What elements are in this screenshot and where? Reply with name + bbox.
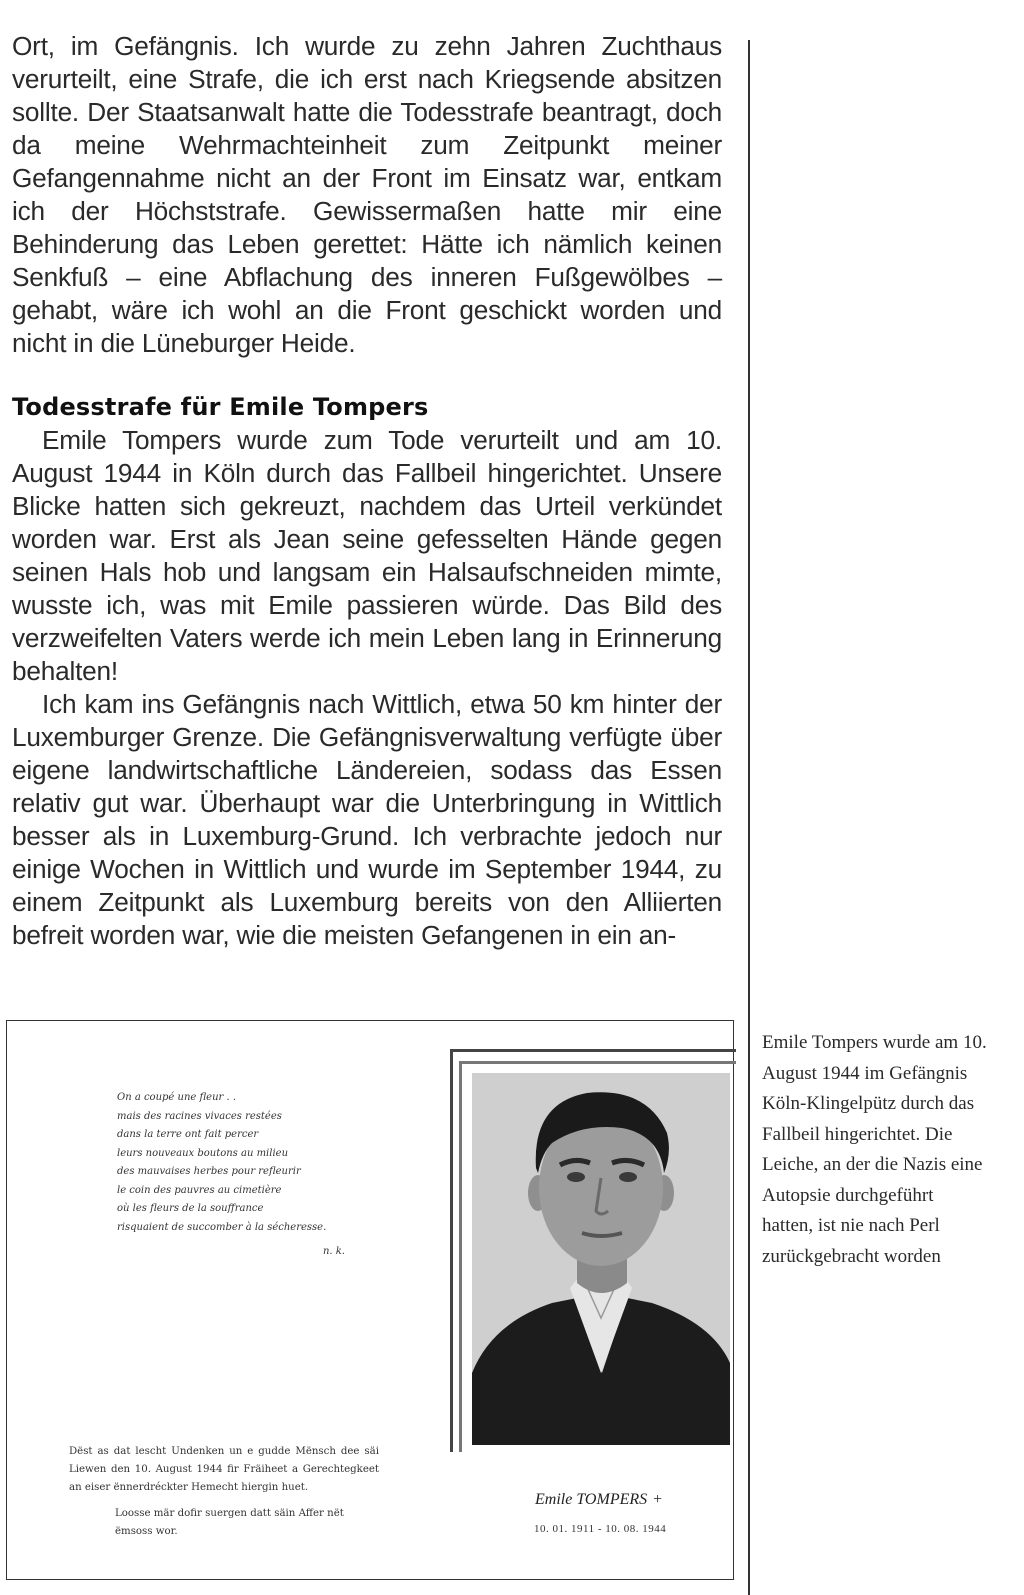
poem-line: le coin des pauvres au cimetière [117, 1184, 282, 1196]
memorial-card [6, 1020, 734, 1580]
poem-line: leurs nouveaux boutons au milieu [117, 1147, 289, 1159]
body-paragraph-3: Ich kam ins Gefängnis nach Wittlich, etwa 50 km hinter der Luxemburger Grenze. Die Gefängnisverwaltung verfügte über eigene landwirtschaftliche Ländereien, sodass das Essen relativ gut war. Überhaupt war die Unterbringung in Wittlich besser als in Luxemburg-Grund. Ich verbrachte jedoch nur einige Wochen in Wittlich und wurde im September 1944, zu einem Zeitpunkt als Luxemburg bereits von den Alliierten befreit worden war, wie die meisten Gefangenen in ein an- [12, 689, 722, 950]
body-paragraph-2: Emile Tompers wurde zum Tode verurteilt und am 10. August 1944 in Köln durch das Fallbeil hingerichtet. Unsere Blicke hatten sich gekreuzt, nachdem das Urteil verkündet worden war. Erst als Jean seine gefesselten Hände gegen seinen Hals hob und langsam ein Halsaufschneiden mimte, wusste ich, was mit Emile passieren würde. Das Bild des verzweifelten Vaters werde ich mein Leben lang in Erinnerung behalten! [12, 425, 722, 686]
life-dates: 10. 01. 1911 - 10. 08. 1944 [534, 1523, 667, 1535]
memorial-text-2: Loosse mär dofir suergen datt säin Affer nët ëmsoss wor. [115, 1508, 344, 1537]
poem-line: des mauvaises herbes pour refleurir [117, 1166, 301, 1177]
cross-icon: + [653, 1491, 663, 1508]
photo-caption: Emile Tompers wurde am 10. August 1944 im Gefängnis Köln-Klingelpütz durch das Fallbeil hingerichtet. Die Leiche, an der die Nazis eine Autopsie durchgeführt hatten, ist nie nach Perl zurückgebracht worden [762, 1032, 987, 1267]
memorial-text [69, 1443, 379, 1541]
body-paragraph-1: Ort, im Gefängnis. Ich wurde zu zehn Jahren Zuchthaus verurteilt, eine Strafe, die ich erst nach Kriegsende absitzen sollte. Der Staatsanwalt hatte die Todesstrafe beantragt, doch da meine Wehrmachteinheit zum Zeitpunkt meiner Gefangennahme nicht an der Front im Einsatz war, entkam ich der Höchststrafe. Gewissermaßen hatte mir eine Behinderung das Leben gerettet: Hätte ich nämlich keinen Senkfuß – eine Abflachung des inneren Fußgewölbes – gehabt, wäre ich wohl an die Front geschickt worden und nicht in die Lüneburger Heide. [12, 31, 722, 358]
deceased-name [535, 1491, 662, 1509]
deceased-name-text: Emile TOMPERS [535, 1491, 648, 1508]
portrait-photo [472, 1073, 730, 1445]
column-divider [748, 40, 750, 1595]
section-heading: Todesstrafe für Emile Tompers [12, 393, 429, 421]
poem-signature: n. k. [322, 1246, 345, 1257]
memorial-text-1: Dëst as dat lescht Undenken un e gudde Mënsch dee säi Liewen den 10. August 1944 fir Fräiheet a Gerechtegkeet an eiser ënnerdréckter Hemecht hiergin huet. [69, 1446, 379, 1493]
main-text-column [12, 30, 722, 952]
poem-line: risquaient de succomber à la sécheresse. [117, 1221, 327, 1233]
poem-line: On a coupé une fleur . . [117, 1092, 237, 1103]
memorial-poem [117, 1089, 347, 1262]
poem-line: où les fleurs de la souffrance [117, 1203, 264, 1214]
poem-line: dans la terre ont fait percer [117, 1129, 259, 1140]
poem-line: mais des racines vivaces restées [117, 1110, 282, 1122]
